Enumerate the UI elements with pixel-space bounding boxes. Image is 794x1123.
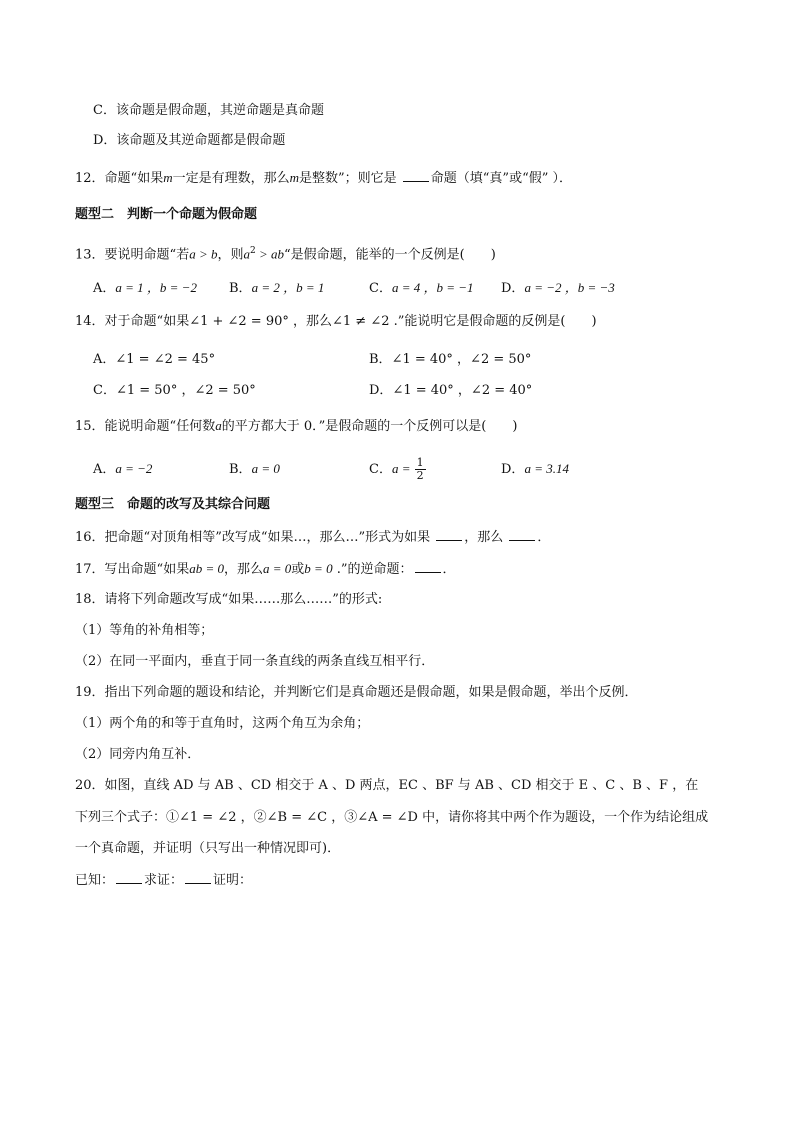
option-label: B． bbox=[369, 352, 392, 367]
fraction-denominator: 2 bbox=[416, 469, 424, 482]
q19-item-2: （2）同旁内角互补． bbox=[75, 747, 201, 762]
q12-var-1: m bbox=[163, 170, 173, 185]
q13-option-c[interactable] bbox=[369, 279, 474, 298]
q13-exponent: 2 bbox=[250, 246, 256, 256]
option-expr: a = 4 ，b = −1 bbox=[391, 280, 474, 295]
question-18: 18．请将下列命题改写成“如果……那么……”的形式: bbox=[75, 592, 383, 607]
option-label: A． bbox=[93, 352, 116, 367]
known-label: 已知： bbox=[75, 873, 115, 888]
prove-label: 求证： bbox=[144, 873, 184, 888]
q18-item-1: （1）等角的补角相等； bbox=[75, 623, 214, 638]
q20-answer-line bbox=[75, 871, 252, 890]
option-label: C． bbox=[93, 383, 116, 398]
proof-label: 证明： bbox=[213, 873, 253, 888]
q17-expr-2: a = 0 bbox=[263, 561, 292, 576]
q18-item-2: （2）在同一平面内，垂直于同一条直线的两条直线互相平行． bbox=[75, 654, 435, 669]
option-label: B． bbox=[229, 462, 252, 477]
option-expr: ∠1 = 50° ，∠2 = 50° bbox=[115, 383, 256, 398]
q15-option-d[interactable] bbox=[501, 460, 569, 479]
q12-mid-2: 是整数”；则它是 bbox=[299, 171, 401, 186]
q15-suffix: 的平方都大于 0．”是假命题的一个反例可以是( ) bbox=[221, 419, 518, 434]
option-expr: a = −2 bbox=[115, 461, 153, 476]
q17-prefix: 17．写出命题“如果 bbox=[75, 562, 190, 577]
question-13 bbox=[75, 242, 496, 264]
q15-option-a[interactable] bbox=[93, 460, 152, 479]
section-heading-2: 题型二 判断一个命题为假命题 bbox=[75, 207, 258, 222]
option-label: D． bbox=[501, 281, 525, 296]
option-expr: a = 0 bbox=[251, 461, 280, 476]
option-expr: a = bbox=[391, 461, 411, 476]
option-label: A． bbox=[93, 462, 116, 477]
question-16 bbox=[75, 528, 550, 547]
q12-mid-1: 一定是有理数，那么 bbox=[172, 171, 290, 186]
q11-option-c: C．该命题是假命题，其逆命题是真命题 bbox=[93, 103, 324, 118]
question-20-line-2: 下列三个式子：①∠1 = ∠2 ，②∠B = ∠C ，③∠A = ∠D 中，请你将其中两个作为题设，一个作为结论组成 bbox=[75, 810, 709, 825]
answer-blank[interactable] bbox=[509, 528, 535, 541]
option-label: D． bbox=[501, 462, 525, 477]
option-expr: a = 1 ，b = −2 bbox=[115, 280, 197, 295]
option-expr: ∠1 = ∠2 = 45° bbox=[115, 352, 216, 367]
q11-option-d: D．该命题及其逆命题都是假命题 bbox=[93, 133, 286, 148]
q16-suffix: ． bbox=[537, 530, 551, 545]
option-label: C． bbox=[369, 462, 392, 477]
q14-option-b[interactable] bbox=[369, 351, 531, 369]
option-label: D． bbox=[369, 383, 393, 398]
question-12 bbox=[75, 169, 572, 188]
option-expr: a = 3.14 bbox=[524, 461, 569, 476]
q17-mid-1: ，那么 bbox=[223, 562, 263, 577]
option-expr: ∠1 = 40° ，∠2 = 40° bbox=[392, 383, 533, 398]
q14-option-a[interactable] bbox=[93, 351, 215, 369]
option-expr: ∠1 = 40° ，∠2 = 50° bbox=[391, 352, 532, 367]
q12-prefix: 12．命题“如果 bbox=[75, 171, 164, 186]
question-20-line-1: 20．如图，直线 AD 与 AB 、CD 相交于 A 、D 两点，EC 、BF 与 AB 、CD 相交于 E 、C 、B 、F ，在 bbox=[75, 778, 699, 793]
q15-option-c[interactable] bbox=[369, 452, 426, 487]
q13-option-b[interactable] bbox=[229, 279, 324, 298]
fraction bbox=[415, 457, 426, 482]
option-label: B． bbox=[229, 281, 252, 296]
answer-blank[interactable] bbox=[185, 871, 211, 884]
q13-prefix: 13．要说明命题“若 bbox=[75, 247, 190, 263]
answer-blank[interactable] bbox=[403, 169, 429, 182]
q16-mid: ，那么 bbox=[464, 530, 508, 545]
question-15 bbox=[75, 417, 517, 436]
option-label: C． bbox=[369, 281, 392, 296]
question-20-line-3: 一个真命题，并证明（只写出一种情况即可)． bbox=[75, 841, 341, 856]
q13-mid: ，则 bbox=[217, 247, 244, 263]
q17-end: ． bbox=[442, 562, 456, 577]
q12-suffix: 命题（填“真”或“假” ）． bbox=[430, 171, 572, 186]
q15-option-b[interactable] bbox=[229, 460, 280, 479]
q15-prefix: 15．能说明命题“任何数 bbox=[75, 419, 216, 434]
q13-conclusion-base: a bbox=[243, 246, 250, 262]
q17-expr-1: ab = 0 bbox=[189, 561, 224, 576]
q13-conclusion-rest: > ab bbox=[255, 246, 285, 262]
q17-mid-2: 或 bbox=[291, 562, 305, 577]
q14-option-c[interactable] bbox=[93, 382, 256, 400]
question-17 bbox=[75, 560, 456, 579]
q12-var-2: m bbox=[289, 170, 299, 185]
question-14: 14．对于命题“如果∠1 + ∠2 = 90° ，那么∠1 ≠ ∠2 .”能说明它是假命题的反例是( ) bbox=[75, 314, 597, 329]
option-expr: a = 2 ，b = 1 bbox=[251, 280, 325, 295]
answer-blank[interactable] bbox=[116, 871, 142, 884]
answer-blank[interactable] bbox=[415, 560, 441, 573]
option-expr: a = −2 ，b = −3 bbox=[524, 280, 615, 295]
q13-condition: a > b bbox=[189, 246, 218, 262]
question-19: 19．指出下列命题的题设和结论，并判断它们是真命题还是假命题，如果是假命题，举出个反例． bbox=[75, 685, 638, 700]
q13-option-d[interactable] bbox=[501, 279, 615, 298]
q13-suffix: “是假命题，能举的一个反例是( ) bbox=[284, 247, 496, 263]
q17-expr-3: b = 0 bbox=[304, 561, 333, 576]
fraction-numerator: 1 bbox=[416, 456, 424, 469]
answer-blank[interactable] bbox=[436, 528, 462, 541]
q13-option-a[interactable] bbox=[93, 279, 197, 298]
q15-var: a bbox=[215, 418, 222, 433]
section-heading-3: 题型三 命题的改写及其综合问题 bbox=[75, 497, 271, 512]
option-label: A． bbox=[93, 281, 116, 296]
q16-prefix: 16．把命题“对顶角相等”改写成“如果…，那么…”形式为如果 bbox=[75, 530, 435, 545]
q19-item-1: （1）两个角的和等于直角时，这两个角互为余角； bbox=[75, 716, 370, 731]
q14-option-d[interactable] bbox=[369, 382, 532, 400]
q17-suffix: .”的逆命题： bbox=[332, 562, 413, 577]
